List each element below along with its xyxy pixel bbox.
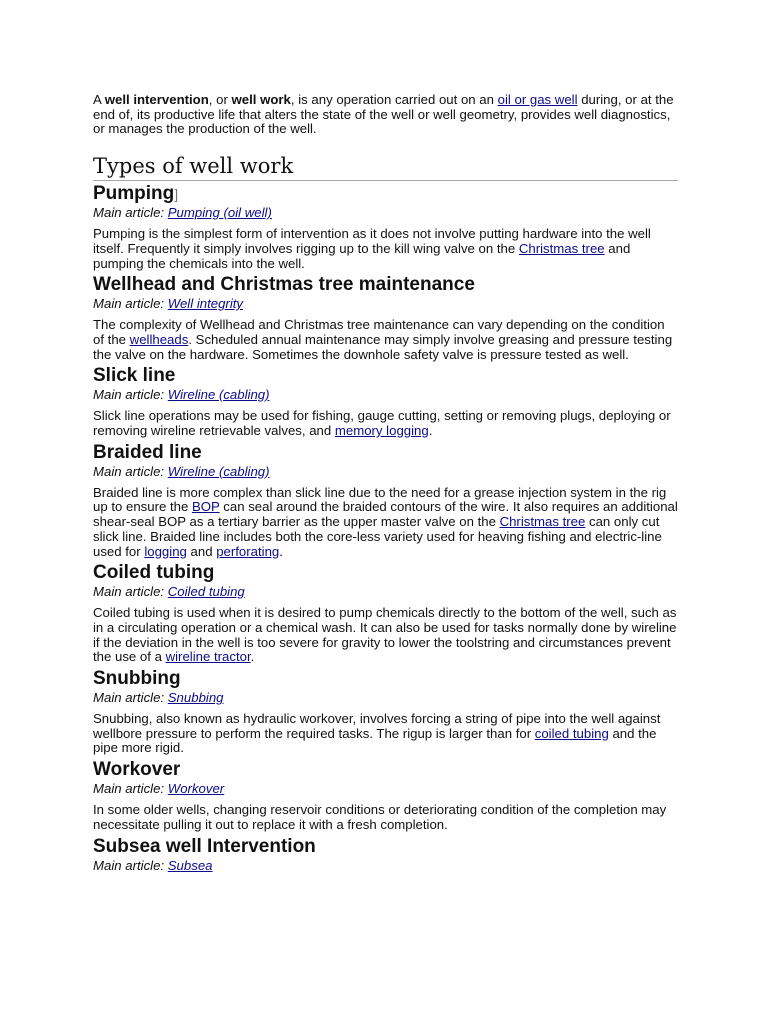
subsection-coiled-tubing bbox=[93, 562, 678, 665]
paragraph-text: Snubbing, also known as hydraulic workover, involves forcing a string of pipe into the well against wellbore pressure to perform the required tasks. The rigup is larger than for bbox=[93, 711, 661, 741]
link-coiled-tubing[interactable]: coiled tubing bbox=[534, 725, 609, 741]
paragraph-text: . bbox=[428, 423, 433, 439]
main-article-link[interactable]: Well integrity bbox=[167, 296, 244, 312]
subsection-snubbing bbox=[93, 668, 678, 756]
intro-text: , or bbox=[208, 92, 232, 107]
subsection-paragraph bbox=[93, 227, 678, 271]
link-bop[interactable]: BOP bbox=[191, 499, 220, 515]
main-article-prefix: Main article: bbox=[93, 463, 168, 479]
subsection-heading: Wellhead and Christmas tree maintenance bbox=[93, 274, 475, 296]
subsection-heading: Braided line bbox=[93, 441, 202, 463]
paragraph-text: Coiled tubing is used when it is desired to pump chemicals directly to the bottom of the well, such as in a circulating operation or a chemical wash. It can also be used for tasks normally done by wireline if the deviation in the well is too severe for gravity to lower the toolstring and circumstances prevent the use of a bbox=[93, 605, 677, 665]
paragraph-text: and bbox=[186, 543, 217, 559]
subsection-title: Pumping bbox=[93, 183, 175, 205]
subsection-paragraph bbox=[93, 606, 678, 665]
subsection-paragraph bbox=[93, 486, 678, 560]
paragraph-text: can seal around the braided contours of the wire. It also requires an additional shear-seal BOP as a tertiary barrier as the upper master valve on the bbox=[93, 499, 678, 530]
subsection-pumping bbox=[93, 183, 678, 271]
term-well-intervention: well intervention bbox=[104, 92, 209, 107]
subsection-heading bbox=[93, 183, 678, 205]
link-wireline-tractor[interactable]: wireline tractor bbox=[165, 649, 251, 665]
subsection-paragraph: In some older wells, changing reservoir conditions or deteriorating condition of the completion may necessitate pulling it out to replace it with a fresh completion. bbox=[93, 802, 667, 832]
main-article-prefix: Main article: bbox=[93, 584, 168, 600]
subsection-heading: Coiled tubing bbox=[93, 562, 215, 584]
paragraph-text: . bbox=[250, 649, 255, 665]
main-article-note bbox=[93, 584, 678, 599]
link-oil-or-gas-well[interactable]: oil or gas well bbox=[497, 92, 578, 107]
paragraph-text: Braided line is more complex than slick line due to the need for a grease injection system in the rig up to ensure the bbox=[93, 484, 667, 515]
paragraph-text: can only cut slick line. Braided line includes both the core-less variety used for heaving fishing and electric-line used for bbox=[93, 514, 662, 559]
main-article-note bbox=[93, 296, 678, 311]
subsection-paragraph bbox=[93, 712, 678, 756]
subsection-paragraph bbox=[93, 318, 678, 362]
main-article-link[interactable]: Workover bbox=[167, 781, 225, 797]
link-perforating[interactable]: perforating bbox=[216, 543, 280, 559]
link-logging[interactable]: logging bbox=[144, 543, 187, 559]
paragraph-text: . bbox=[279, 543, 283, 559]
link-christmas-tree[interactable]: Christmas tree bbox=[518, 240, 605, 256]
edit-bracket: ] bbox=[174, 186, 179, 203]
subsection-wellhead-maintenance bbox=[93, 274, 678, 362]
main-article-prefix: Main article: bbox=[93, 387, 168, 403]
intro-paragraph bbox=[93, 93, 678, 137]
main-article-note bbox=[93, 387, 678, 402]
main-article-link[interactable]: Subsea bbox=[167, 857, 213, 873]
subsection-heading: Snubbing bbox=[93, 668, 181, 690]
paragraph-text: and the pipe more rigid. bbox=[93, 725, 657, 756]
main-article-prefix: Main article: bbox=[93, 857, 168, 873]
subsection-paragraph bbox=[93, 409, 678, 438]
main-article-note bbox=[93, 781, 678, 796]
link-christmas-tree[interactable]: Christmas tree bbox=[499, 514, 586, 530]
subsection-workover bbox=[93, 759, 678, 832]
subsection-heading: Workover bbox=[93, 759, 181, 781]
main-article-note bbox=[93, 858, 678, 873]
main-article-link[interactable]: Wireline (cabling) bbox=[167, 387, 270, 403]
intro-text: , is any operation carried out on an bbox=[290, 92, 498, 107]
paragraph-text: . Scheduled annual maintenance may simply involve greasing and pressure testing the valve on the hardware. Sometimes the downhole safety valve is pressure tested as well. bbox=[93, 331, 673, 362]
paragraph-text: Pumping is the simplest form of intervention as it does not involve putting hardware into the well itself. Frequently it simply involves rigging up to the kill wing valve on the bbox=[93, 226, 651, 256]
paragraph-text: The complexity of Wellhead and Christmas tree maintenance can vary depending on the condition of the bbox=[93, 317, 665, 347]
link-memory-logging[interactable]: memory logging bbox=[334, 423, 429, 439]
subsection-heading: Subsea well Intervention bbox=[93, 835, 316, 857]
term-well-work: well work bbox=[231, 92, 291, 107]
main-article-link[interactable]: Wireline (cabling) bbox=[167, 463, 270, 479]
link-wellheads[interactable]: wellheads bbox=[129, 331, 189, 347]
subsection-braided-line bbox=[93, 442, 678, 560]
subsection-slick-line bbox=[93, 365, 678, 438]
subsection-heading: Slick line bbox=[93, 365, 176, 387]
main-article-link[interactable]: Coiled tubing bbox=[167, 584, 245, 600]
intro-text: A bbox=[93, 92, 105, 107]
article-content bbox=[93, 93, 678, 880]
section-heading-types: Types of well work bbox=[93, 153, 678, 181]
main-article-prefix: Main article: bbox=[93, 296, 168, 312]
intro-text: during, or at the end of, its productive life that alters the state of the well or well geometry, provides well diagnostics, or manages the production of the well. bbox=[93, 92, 674, 137]
main-article-prefix: Main article: bbox=[93, 690, 168, 706]
subsection-subsea-intervention bbox=[93, 836, 678, 873]
main-article-note bbox=[93, 690, 678, 705]
main-article-note bbox=[93, 464, 678, 479]
paragraph-text: Slick line operations may be used for fishing, gauge cutting, setting or removing plugs, deploying or removing wireline retrievable valves, and bbox=[93, 408, 671, 439]
main-article-prefix: Main article: bbox=[93, 205, 168, 221]
main-article-prefix: Main article: bbox=[93, 781, 168, 797]
main-article-link[interactable]: Pumping (oil well) bbox=[167, 205, 272, 221]
paragraph-text: and pumping the chemicals into the well. bbox=[93, 240, 631, 271]
main-article-note bbox=[93, 205, 678, 220]
main-article-link[interactable]: Snubbing bbox=[167, 690, 224, 706]
